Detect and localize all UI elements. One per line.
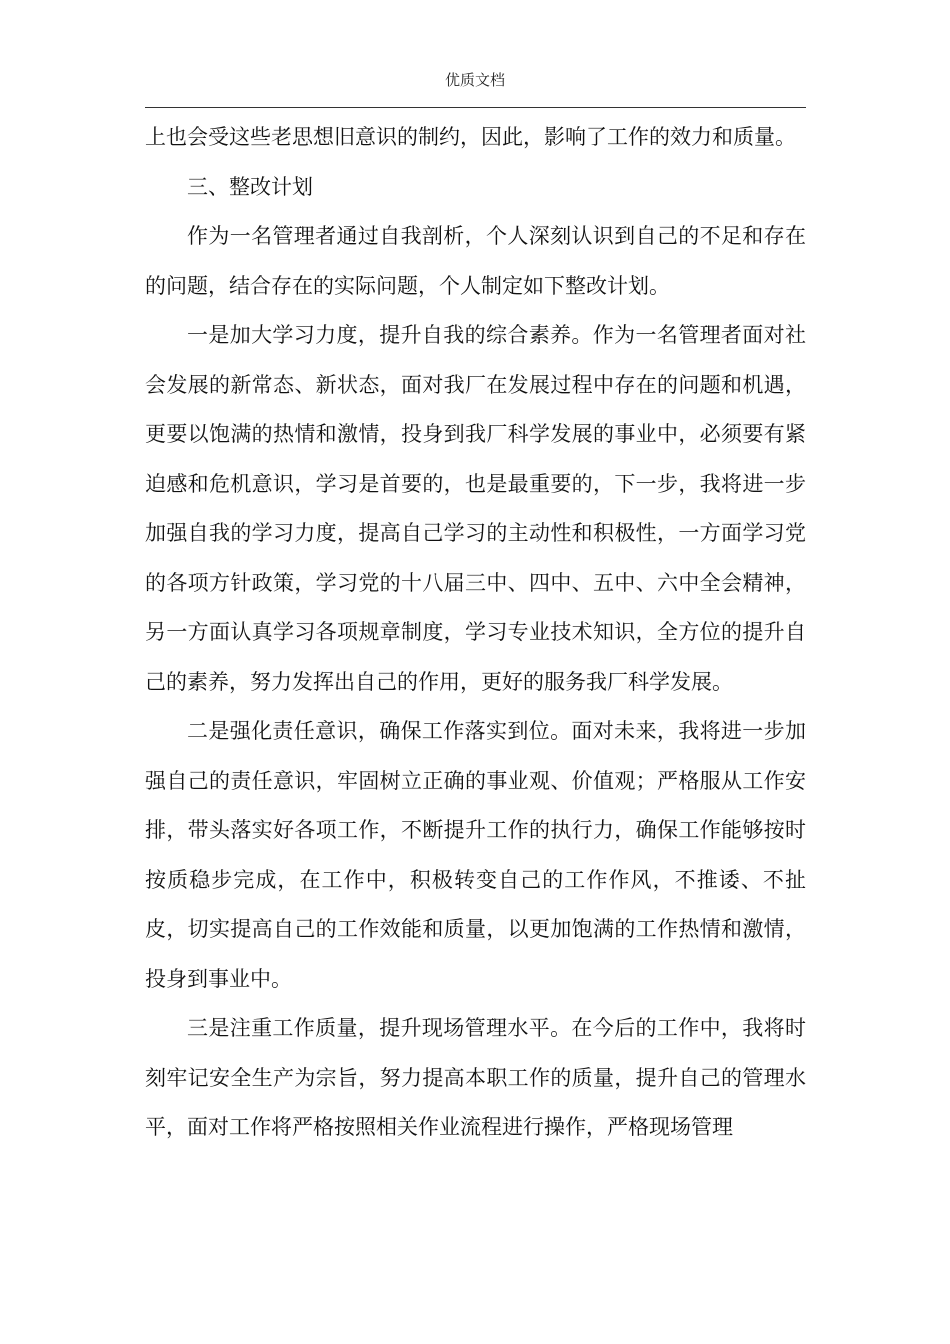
page-header: 优质文档: [444, 71, 505, 89]
paragraph: 三是注重工作质量，提升现场管理水平。在今后的工作中，我将时刻牢记安全生产为宗旨，努力提高本职工作的质量，提升自己的管理水平，面对工作将严格按照相关作业流程进行操作，严格现场管理: [145, 1016, 806, 1139]
document-body: [145, 113, 806, 1153]
paragraph-continuation: 上也会受这些老思想旧意识的制约，因此，影响了工作的效力和质量。: [145, 125, 796, 149]
paragraph: 二是强化责任意识，确保工作落实到位。面对未来，我将进一步加强自己的责任意识，牢固树立正确的事业观、价值观；严格服从工作安排，带头落实好各项工作，不断提升工作的执行力，确保工作能够按时按质稳步完成，在工作中，积极转变自己的工作作风，不推诿、不扯皮，切实提高自己的工作效能和质量，以更加饱满的工作热情和激情，投身到事业中。: [145, 719, 806, 991]
paragraph: 一是加大学习力度，提升自我的综合素养。作为一名管理者面对社会发展的新常态、新状态，面对我厂在发展过程中存在的问题和机遇，更要以饱满的热情和激情，投身到我厂科学发展的事业中，必须要有紧迫感和危机意识，学习是首要的，也是最重要的，下一步，我将进一步加强自我的学习力度，提高自己学习的主动性和积极性，一方面学习党的各项方针政策，学习党的十八届三中、四中、五中、六中全会精神，另一方面认真学习各项规章制度，学习专业技术知识，全方位的提升自己的素养，努力发挥出自己的作用，更好的服务我厂科学发展。: [145, 323, 806, 694]
paragraph: 作为一名管理者通过自我剖析，个人深刻认识到自己的不足和存在的问题，结合存在的实际问题，个人制定如下整改计划。: [145, 224, 806, 298]
section-heading: 三、整改计划: [187, 174, 313, 199]
header-divider: [145, 107, 806, 108]
